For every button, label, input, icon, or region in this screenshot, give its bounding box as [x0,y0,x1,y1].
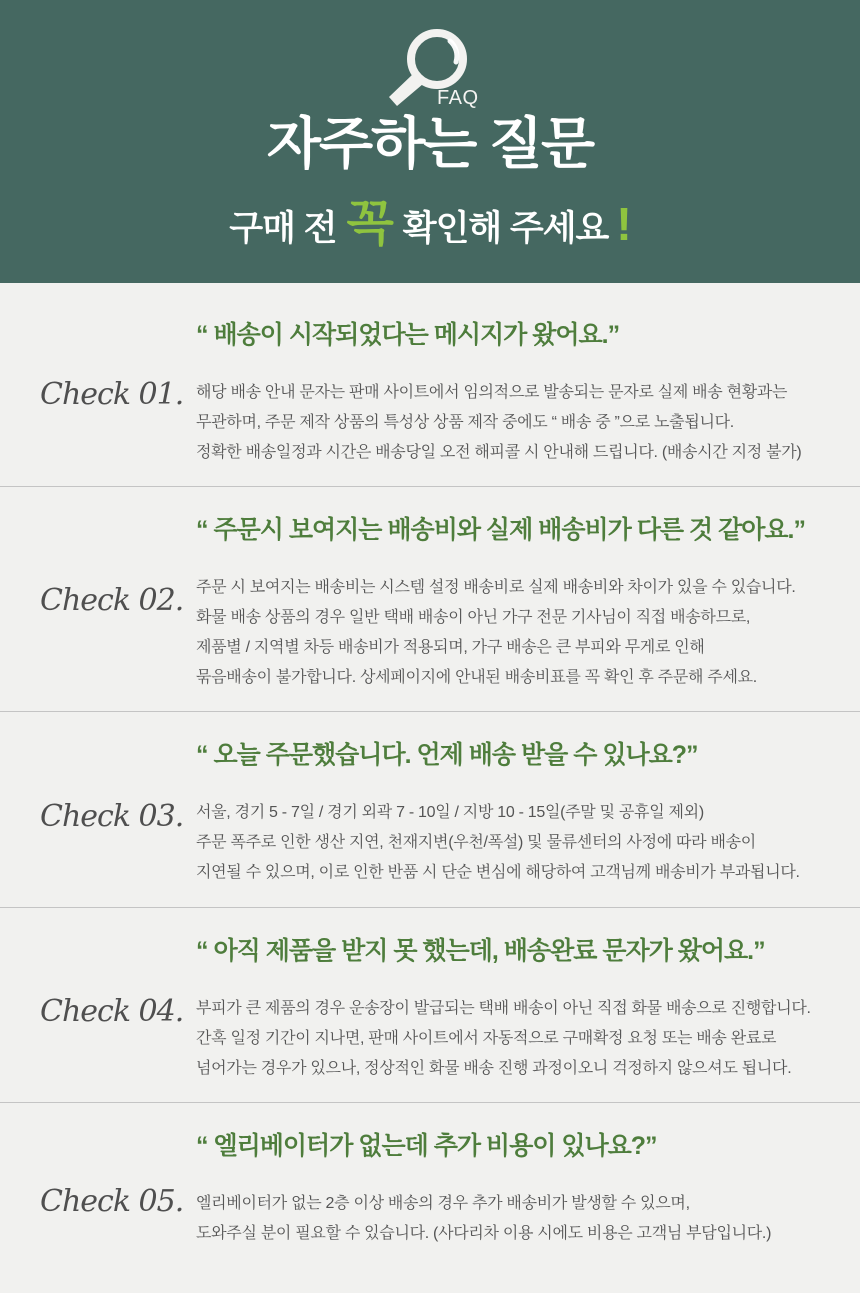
faq-section-5 [0,1103,860,1293]
faq-header [0,0,860,283]
subtitle-exclamation: ! [616,198,631,250]
answer-line: 서울, 경기 5 - 7일 / 경기 외곽 7 - 10일 / 지방 10 - 15일(주말 및 공휴일 제외) [196,804,704,821]
answer-line: 도와주실 분이 필요할 수 있습니다. (사다리차 이용 시에도 비용은 고객님 부담입니다.) [196,1225,772,1242]
answer-line: 해당 배송 안내 문자는 판매 사이트에서 임의적으로 발송되는 문자로 실제 배송 현황과는 [196,384,788,401]
faq-answer [196,378,826,468]
faq-list [0,283,860,1293]
answer-line: 간혹 일정 기간이 지나면, 판매 사이트에서 자동적으로 구매확정 요청 또는 배송 완료로 [196,1030,777,1047]
subtitle-prefix: 구매 전 [229,209,337,248]
faq-section-2 [0,487,860,712]
answer-line: 지연될 수 있으며, 이로 인한 반품 시 단순 변심에 해당하여 고객님께 배송비가 부과됩니다. [196,864,800,881]
page-subtitle [0,185,860,255]
faq-answer [196,1189,826,1249]
magnifier-glass-icon [355,26,505,106]
check-label: Check 05. [40,1184,184,1219]
faq-section-1 [0,283,860,487]
answer-line: 엘리베이터가 없는 2층 이상 배송의 경우 추가 배송비가 발생할 수 있으며, [196,1195,690,1212]
check-label: Check 03. [40,799,184,834]
subtitle-highlight: 꼭 [346,197,393,251]
faq-question: “ 주문시 보여지는 배송비와 실제 배송비가 다른 것 같아요.” [196,516,805,544]
answer-line: 무관하며, 주문 제작 상품의 특성상 상품 제작 중에도 “ 배송 중 ”으로 노출됩니다. [196,414,734,431]
check-label: Check 01. [40,377,184,412]
faq-question: “ 아직 제품을 받지 못 했는데, 배송완료 문자가 왔어요.” [196,937,765,965]
answer-line: 주문 폭주로 인한 생산 지연, 천재지변(우천/폭설) 및 물류센터의 사정에 따라 배송이 [196,834,756,851]
answer-line: 화물 배송 상품의 경우 일반 택배 배송이 아닌 가구 전문 기사님이 직접 배송하므로, [196,609,751,626]
answer-line: 넘어가는 경우가 있으나, 정상적인 화물 배송 진행 과정이오니 걱정하지 않으셔도 됩니다. [196,1060,792,1077]
faq-icon-label: FAQ [437,87,479,109]
answer-line: 정확한 배송일정과 시간은 배송당일 오전 해피콜 시 안내해 드립니다. (배송시간 지정 불가) [196,444,802,461]
faq-section-3 [0,712,860,908]
answer-line: 주문 시 보여지는 배송비는 시스템 설정 배송비로 실제 배송비와 차이가 있을 수 있습니다. [196,579,796,596]
answer-line: 부피가 큰 제품의 경우 운송장이 발급되는 택배 배송이 아닌 직접 화물 배송으로 진행합니다. [196,1000,811,1017]
check-label: Check 02. [40,583,184,618]
faq-question: “ 오늘 주문했습니다. 언제 배송 받을 수 있나요?” [196,741,698,769]
answer-line: 묶음배송이 불가합니다. 상세페이지에 안내된 배송비표를 꼭 확인 후 주문해 주세요. [196,669,757,686]
page-title: 자주하는 질문 [266,112,594,175]
faq-question: “ 엘리베이터가 없는데 추가 비용이 있나요?” [196,1132,657,1160]
magnifier-icon [355,26,505,109]
faq-answer [196,798,826,888]
answer-line: 제품별 / 지역별 차등 배송비가 적용되며, 가구 배송은 큰 부피와 무게로 인해 [196,639,705,656]
faq-section-4 [0,908,860,1103]
check-label: Check 04. [40,994,184,1029]
faq-answer [196,994,826,1084]
subtitle-suffix: 확인해 주세요 [402,209,609,248]
faq-answer [196,573,826,693]
faq-question: “ 배송이 시작되었다는 메시지가 왔어요.” [196,321,620,349]
